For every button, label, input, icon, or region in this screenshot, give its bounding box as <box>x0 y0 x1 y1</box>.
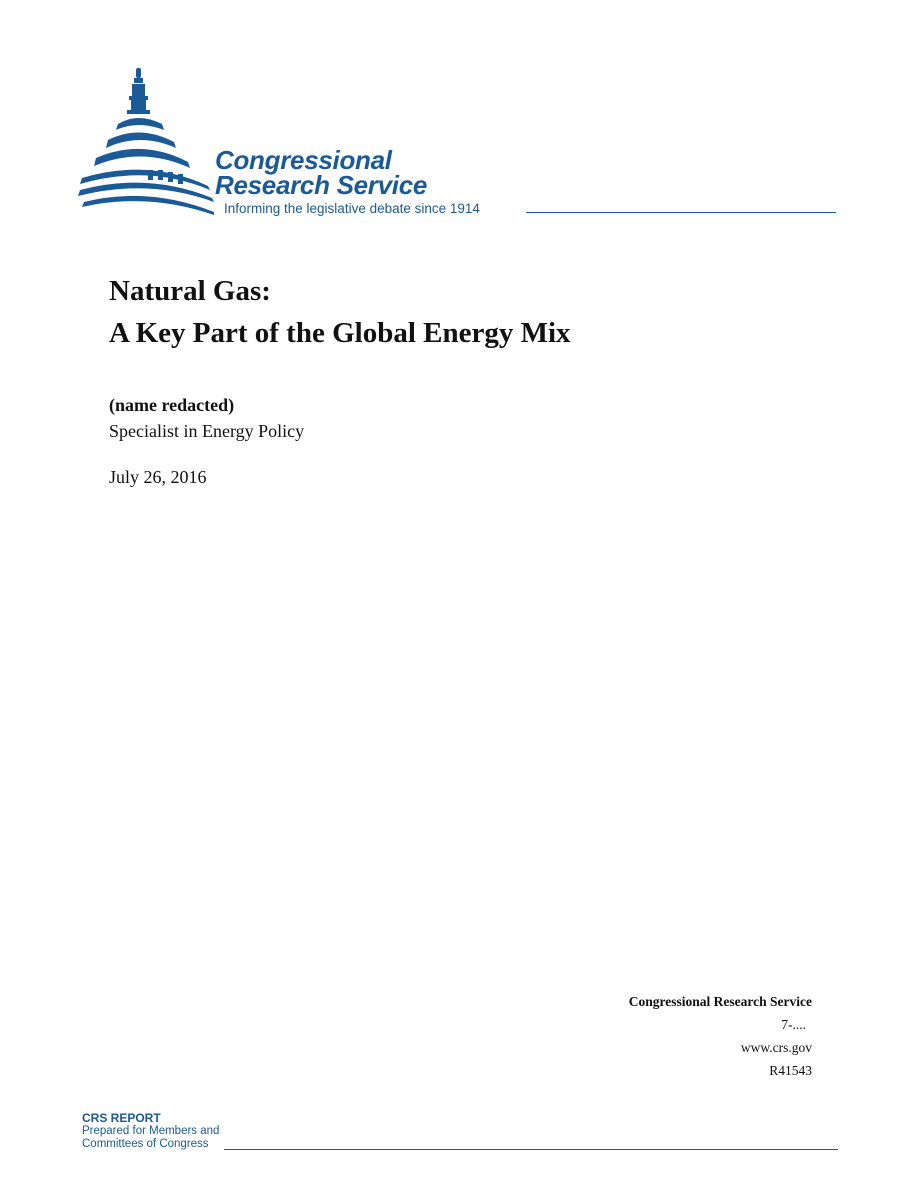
tagline: Informing the legislative debate since 1914 <box>224 201 480 216</box>
crs-report-footer <box>82 1112 838 1151</box>
header-rule <box>526 212 836 213</box>
crs-website: www.crs.gov <box>740 1040 812 1055</box>
crs-phone: 7-.... <box>781 1017 806 1032</box>
crs-contact-block <box>629 990 812 1082</box>
org-name-line2: Research Service <box>215 170 428 200</box>
document-title <box>109 270 571 354</box>
title-line-2: A Key Part of the Global Energy Mix <box>109 317 571 349</box>
author-name: (name redacted) <box>109 395 235 415</box>
author-role: Specialist in Energy Policy <box>109 421 305 441</box>
title-line-1: Natural Gas: <box>109 275 271 307</box>
org-name-line1: Congressional <box>215 145 392 175</box>
footer-label: CRS REPORT <box>82 1111 161 1125</box>
footer-line-2: Prepared for Members and <box>82 1125 220 1137</box>
crs-org-name: Congressional Research Service <box>628 994 812 1009</box>
footer-rule <box>224 1149 838 1150</box>
capitol-dome-icon <box>78 66 218 216</box>
publication-date: July 26, 2016 <box>109 467 207 487</box>
footer-line-3: Committees of Congress <box>82 1138 209 1150</box>
crs-logo <box>78 66 838 226</box>
author-block <box>109 392 304 444</box>
report-number: R41543 <box>769 1063 812 1078</box>
